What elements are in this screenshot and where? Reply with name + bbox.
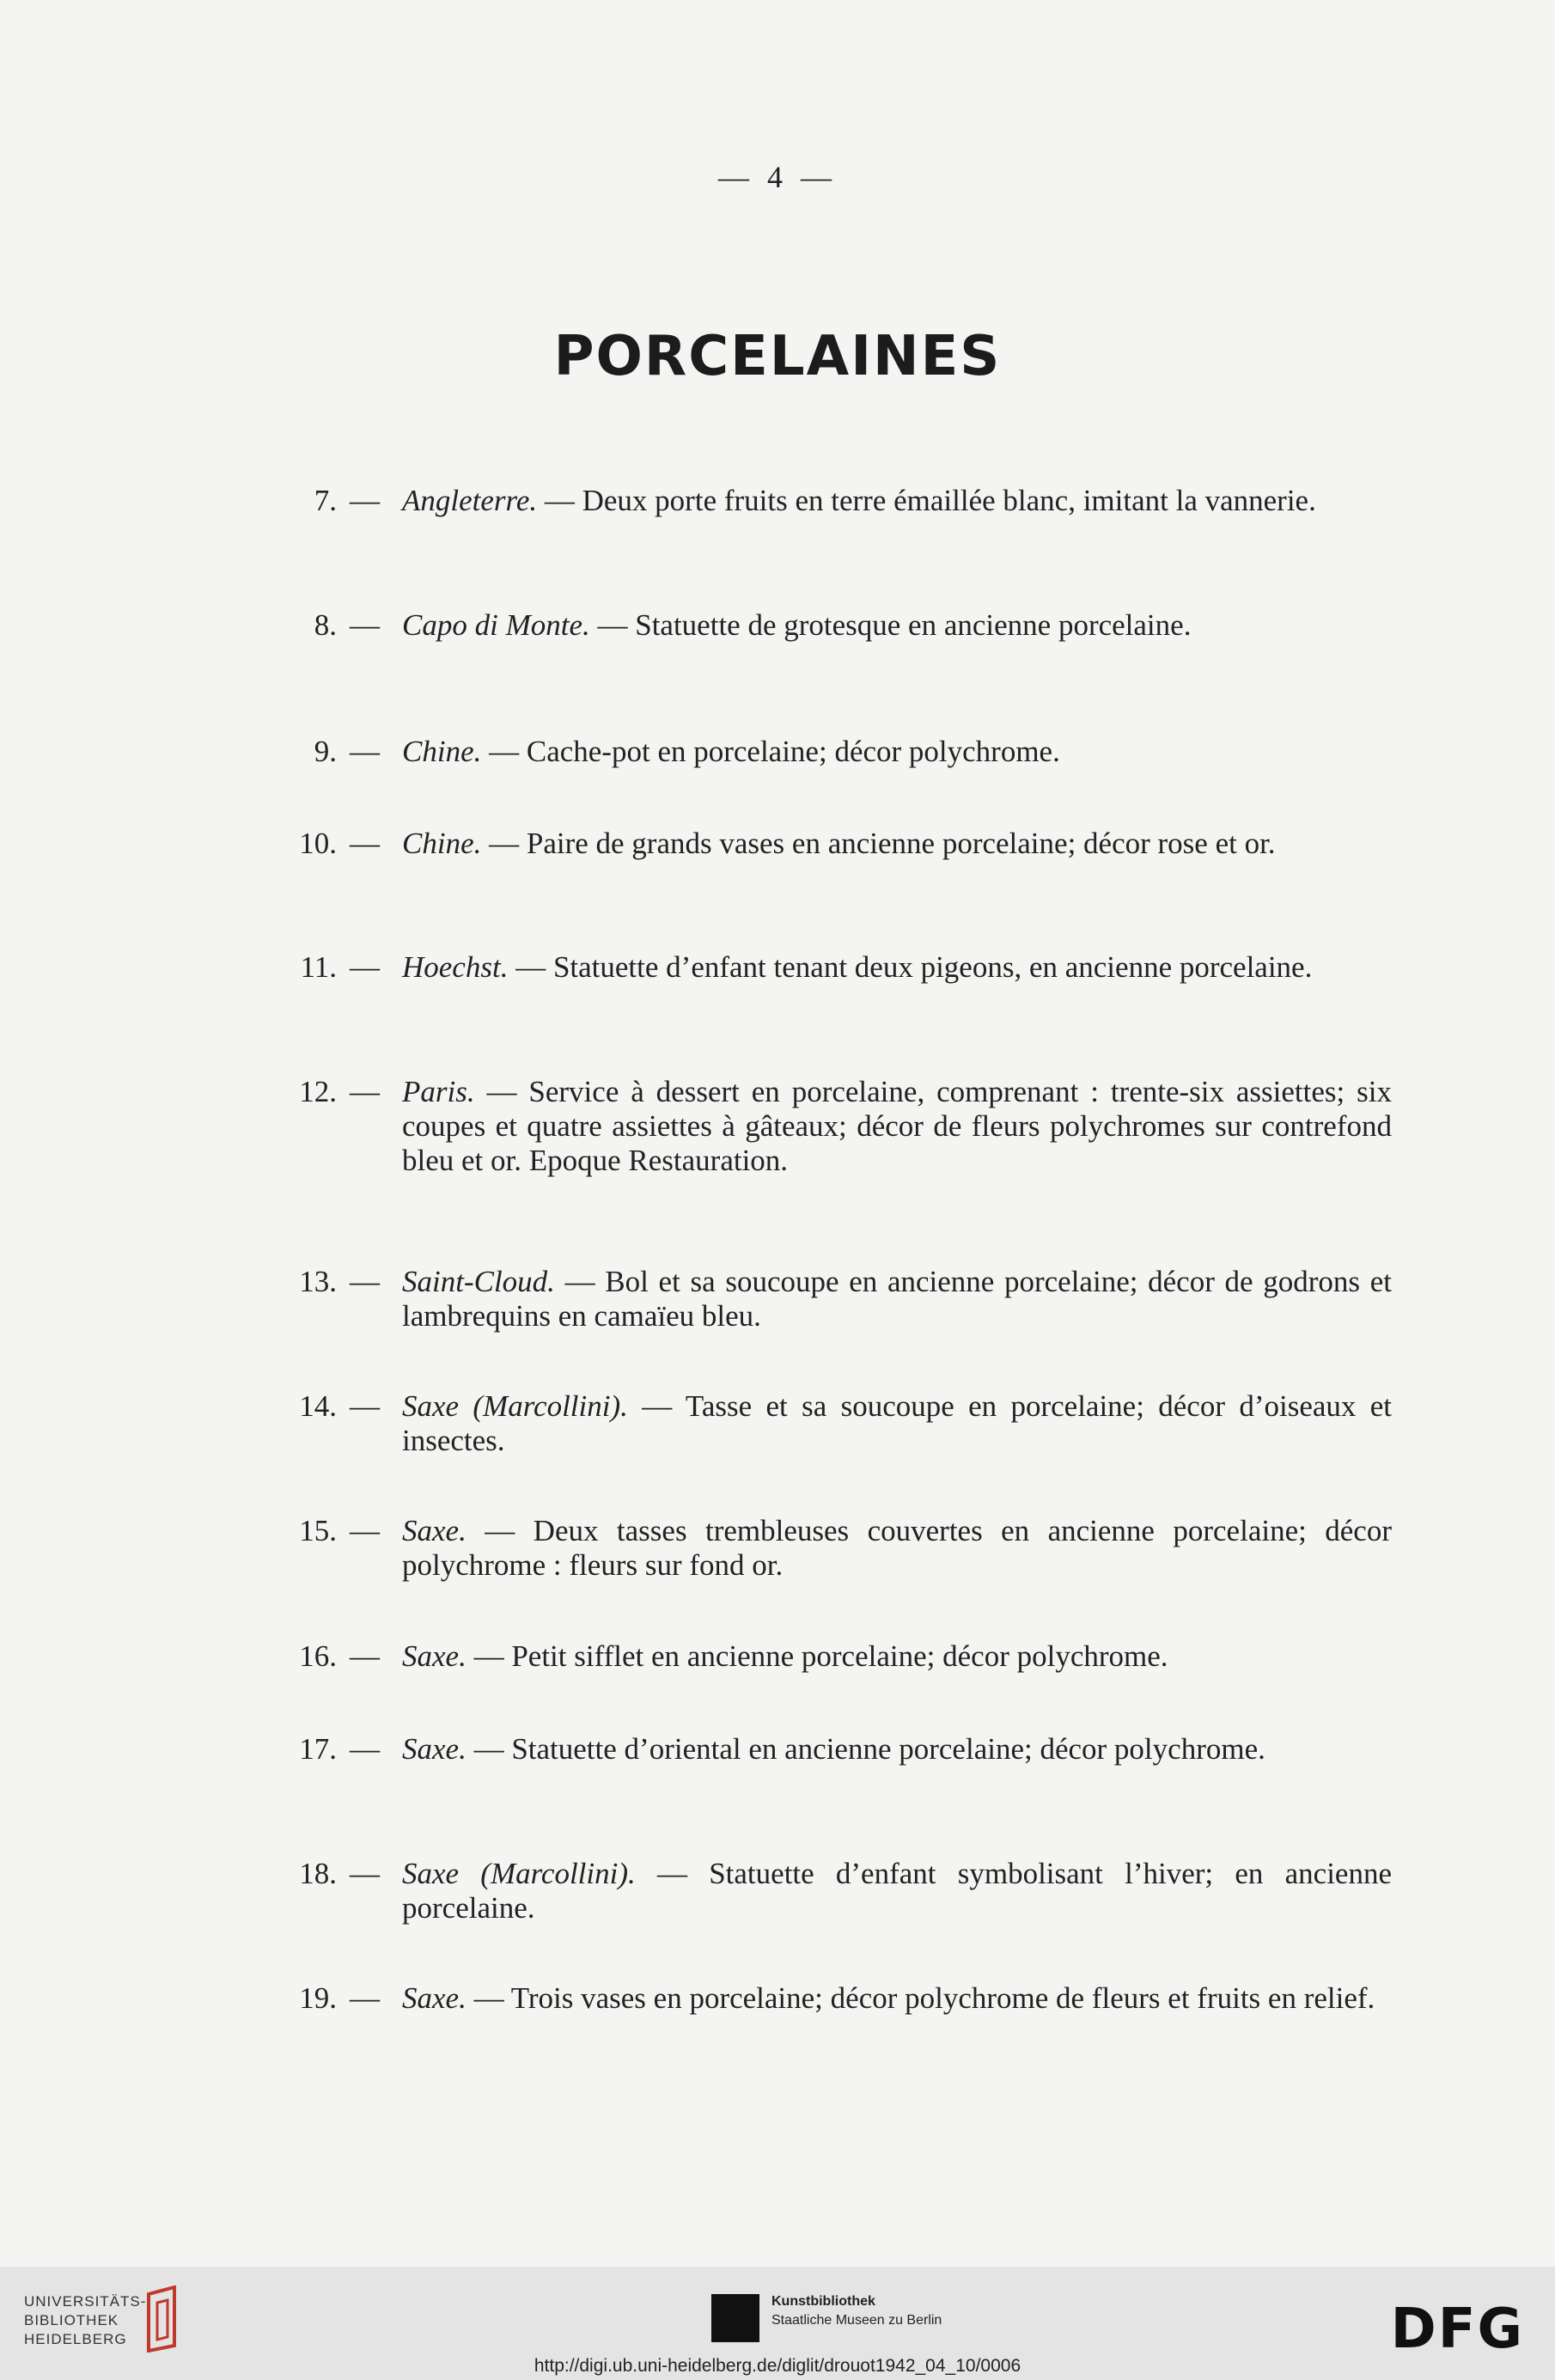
catalogue-entry bbox=[258, 1389, 1392, 1458]
entry-number: 15. bbox=[299, 1514, 337, 1547]
entry-dash: — bbox=[350, 1265, 380, 1298]
entry-dash: — bbox=[350, 827, 380, 860]
entry-description: — Statuette d’oriental en ancienne porcelaine; décor polychrome. bbox=[466, 1732, 1265, 1766]
catalogue-entry bbox=[258, 950, 1392, 985]
catalogue-entry bbox=[258, 484, 1392, 518]
footer-bar bbox=[0, 2267, 1555, 2380]
entry-description: — Statuette de grotesque en ancienne porcelaine. bbox=[589, 608, 1192, 642]
entry-dash: — bbox=[350, 1639, 380, 1673]
entry-dash: — bbox=[350, 1389, 380, 1423]
entry-description: — Petit sifflet en ancienne porcelaine; décor polychrome. bbox=[466, 1639, 1168, 1673]
uni-line-3: HEIDELBERG bbox=[24, 2331, 127, 2347]
uni-line-2: BIBLIOTHEK bbox=[24, 2312, 119, 2328]
entry-description: — Statuette d’enfant symbolisant l’hiver; en ancienne porcelaine. bbox=[402, 1857, 1392, 1925]
kunstbibliothek-logo-icon[interactable] bbox=[711, 2294, 759, 2342]
catalogue-entry bbox=[258, 1265, 1392, 1333]
catalogue-entry bbox=[258, 735, 1392, 769]
entry-origin: Hoechst. bbox=[402, 950, 509, 984]
entry-number: 8. bbox=[314, 608, 337, 642]
entry-description: — Service à dessert en porcelaine, comprenant : trente-six assiettes; six coupes et quatre assiettes à gâteaux; décor de fleurs polychromes sur contrefond bleu et or. Epoque Restauration. bbox=[402, 1075, 1392, 1177]
entry-origin: Saxe. bbox=[402, 1732, 466, 1766]
entry-dash: — bbox=[350, 1075, 380, 1108]
entry-description: — Bol et sa soucoupe en ancienne porcelaine; décor de godrons et lambrequins en camaïeu bleu. bbox=[402, 1265, 1392, 1333]
entry-origin: Saxe. bbox=[402, 1981, 466, 2015]
entry-number: 9. bbox=[314, 735, 337, 768]
catalogue-entry bbox=[258, 1981, 1392, 2016]
entry-number: 14. bbox=[299, 1389, 337, 1423]
entry-dash: — bbox=[350, 735, 380, 768]
permalink-url[interactable]: http://digi.ub.uni-heidelberg.de/diglit/drouot1942_04_10/0006 bbox=[534, 2356, 1021, 2376]
entry-dash: — bbox=[350, 484, 380, 517]
catalogue-entry bbox=[258, 1857, 1392, 1925]
entry-description: — Statuette d’enfant tenant deux pigeons, en ancienne porcelaine. bbox=[508, 950, 1313, 984]
entry-origin: Saxe (Marcollini). bbox=[402, 1389, 628, 1423]
entry-origin: Chine. bbox=[402, 827, 482, 860]
entry-number: 11. bbox=[300, 950, 337, 984]
entry-description: — Cache-pot en porcelaine; décor polychrome. bbox=[481, 735, 1060, 768]
catalogue-entry bbox=[258, 827, 1392, 861]
entry-description: — Trois vases en porcelaine; décor polychrome de fleurs et fruits en relief. bbox=[466, 1981, 1375, 2015]
entry-number: 10. bbox=[299, 827, 337, 860]
uni-line-1: UNIVERSITÄTS- bbox=[24, 2293, 147, 2310]
entry-origin: Saxe. bbox=[402, 1514, 466, 1547]
entry-origin: Saxe. bbox=[402, 1639, 466, 1673]
catalogue-entry bbox=[258, 1732, 1392, 1767]
dfg-logo[interactable]: DFG bbox=[1390, 2298, 1524, 2361]
entry-number: 12. bbox=[299, 1075, 337, 1108]
entry-dash: — bbox=[350, 1732, 380, 1766]
university-library-logo[interactable] bbox=[24, 2292, 146, 2349]
entry-origin: Capo di Monte. bbox=[402, 608, 590, 642]
entry-origin: Saxe (Marcollini). bbox=[402, 1857, 636, 1890]
entry-number: 7. bbox=[314, 484, 337, 517]
kb-name: Kunstbibliothek bbox=[771, 2294, 875, 2309]
kb-subtitle: Staatliche Museen zu Berlin bbox=[771, 2313, 942, 2328]
entry-number: 18. bbox=[299, 1857, 337, 1890]
page-number: — 4 — bbox=[718, 160, 837, 194]
entry-description: — Tasse et sa soucoupe en porcelaine; décor d’oiseaux et insectes. bbox=[402, 1389, 1392, 1457]
entry-origin: Angleterre. bbox=[402, 484, 538, 517]
catalogue-entry bbox=[258, 1075, 1392, 1178]
entry-description: — Deux porte fruits en terre émaillée blanc, imitant la vannerie. bbox=[537, 484, 1316, 517]
entry-dash: — bbox=[350, 608, 380, 642]
entry-dash: — bbox=[350, 1514, 380, 1547]
kunstbibliothek-label bbox=[771, 2292, 942, 2330]
entry-number: 13. bbox=[299, 1265, 337, 1298]
entry-dash: — bbox=[350, 1857, 380, 1890]
entry-description: — Deux tasses trembleuses couvertes en ancienne porcelaine; décor polychrome : fleurs sur fond or. bbox=[402, 1514, 1392, 1582]
catalogue-entry bbox=[258, 1514, 1392, 1583]
entry-origin: Chine. bbox=[402, 735, 482, 768]
catalogue-entry bbox=[258, 1639, 1392, 1674]
entry-number: 17. bbox=[299, 1732, 337, 1766]
entry-origin: Paris. bbox=[402, 1075, 475, 1108]
catalogue-entry bbox=[258, 608, 1392, 643]
entry-number: 19. bbox=[299, 1981, 337, 2015]
entry-number: 16. bbox=[299, 1639, 337, 1673]
entry-dash: — bbox=[350, 950, 380, 984]
entry-origin: Saint-Cloud. bbox=[402, 1265, 555, 1298]
library-mark-icon bbox=[142, 2285, 185, 2353]
entry-description: — Paire de grands vases en ancienne porcelaine; décor rose et or. bbox=[481, 827, 1276, 860]
page-title: PORCELAINES bbox=[553, 325, 1002, 388]
entry-dash: — bbox=[350, 1981, 380, 2015]
